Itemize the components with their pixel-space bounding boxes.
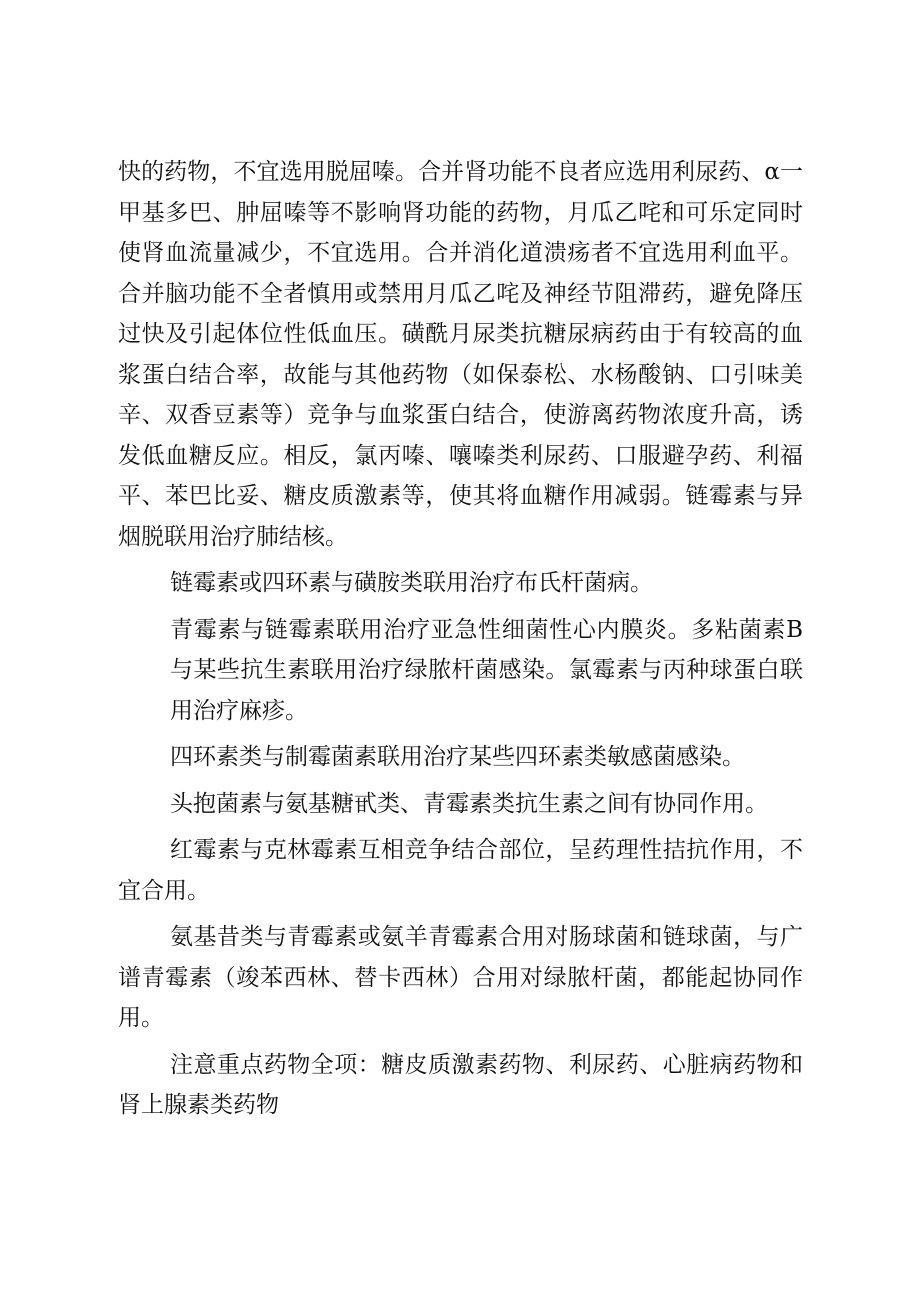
paragraph-7: 氨基昔类与青霉素或氨羊青霉素合用对肠球菌和链球菌，与广谱青霉素（竣苯西林、替卡西林）合用对绿脓杆菌，都能起协同作用。 (118, 924, 803, 1031)
paragraph-2: 链霉素或四环素与磺胺类联用治疗布氏杆菌病。 (170, 570, 653, 596)
paragraph-5: 头抱菌素与氨基糖甙类、青霉素类抗生素之间有协同作用。 (170, 790, 768, 817)
paragraph-3: 青霉素与链霉素联用治疗亚急性细菌性心内膜炎。多粘菌素B与某些抗生素联用治疗绿脓杆菌感染。氯霉素与丙种球蛋白联用治疗麻疹。 (170, 616, 803, 724)
paragraph-4: 四环素类与制霉菌素联用治疗某些四环素类敏感菌感染。 (170, 744, 745, 770)
paragraph-1: 快的药物，不宜选用脱屈嗪。合并肾功能不良者应选用利尿药、α一甲基多巴、肿屈嗪等不影响肾功能的药物，月瓜乙咤和可乐定同时使肾血流量减少，不宜选用。合并消化道溃疡者不宜选用利血平。合并脑功能不全者慎用或禁用月瓜乙咤及神经节阻滞药，避免降压过快及引起体位性低血压。磺酰月尿类抗糖尿病药由于有较高的血浆蛋白结合率，故能与其他药物（如保泰松、水杨酸钠、口引味美辛、双香豆素等）竞争与血浆蛋白结合，使游离药物浓度升高，诱发低血糖反应。相反，氯丙嗪、嚷嗪类利尿药、口服避孕药、利福平、苯巴比妥、糖皮质激素等，使其将血糖作用减弱。链霉素与异烟脱联用治疗肺结核。 (118, 159, 803, 550)
document-body (118, 152, 803, 1132)
paragraph-8: 注意重点药物全项：糖皮质激素药物、利尿药、心脏病药物和肾上腺素类药物 (118, 1051, 803, 1118)
paragraph-6: 红霉素与克林霉素互相竞争结合部位，呈药理性拮抗作用，不宜合用。 (118, 837, 803, 904)
